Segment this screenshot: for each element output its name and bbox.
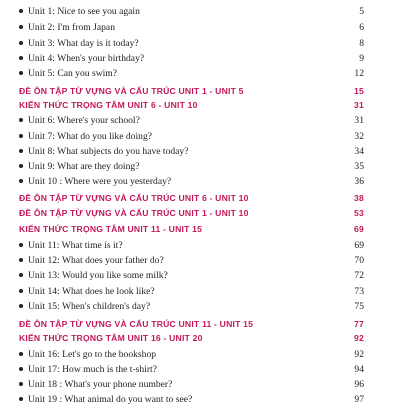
- entry-title: Unit 6: Where's your school?: [28, 115, 140, 126]
- bullet-icon: [19, 56, 23, 60]
- entry-page: 75: [354, 301, 364, 312]
- toc-entry-unit: [0, 36, 400, 51]
- entry-page: 94: [354, 364, 364, 375]
- toc-entry-unit: [0, 299, 400, 314]
- toc-entry-unit: [0, 4, 400, 19]
- entry-page: 32: [354, 131, 364, 142]
- bullet-icon: [19, 367, 23, 371]
- entry-page: 72: [354, 270, 364, 281]
- toc-entry-unit: [0, 284, 400, 299]
- entry-title: Unit 12: What does your father do?: [28, 255, 164, 266]
- entry-page: 96: [354, 379, 364, 390]
- entry-title: Unit 4: When's your birthday?: [28, 53, 145, 64]
- entry-title: Unit 3: What day is it today?: [28, 38, 139, 49]
- toc-entry-section: [0, 331, 400, 346]
- bullet-icon: [19, 382, 23, 386]
- entry-page: 8: [359, 38, 364, 49]
- section-page: 15: [354, 86, 364, 96]
- entry-title: Unit 2: I'm from Japan: [28, 22, 115, 33]
- bullet-icon: [19, 289, 23, 293]
- entry-title: Unit 10 : Where were you yesterday?: [28, 176, 172, 187]
- toc-entry-unit: [0, 268, 400, 283]
- bullet-icon: [19, 118, 23, 122]
- bullet-icon: [19, 397, 23, 401]
- entry-title: Unit 18 : What's your phone number?: [28, 379, 173, 390]
- toc-entry-unit: [0, 129, 400, 144]
- section-page: 77: [354, 319, 364, 329]
- entry-page: 69: [354, 240, 364, 251]
- entry-page: 31: [354, 115, 364, 126]
- entry-title: Unit 15: When's children's day?: [28, 301, 151, 312]
- bullet-icon: [19, 352, 23, 356]
- section-title: KIẾN THỨC TRỌNG TÂM UNIT 16 - UNIT 20: [19, 333, 203, 343]
- entry-page: 92: [354, 349, 364, 360]
- toc-entry-unit: [0, 377, 400, 392]
- bullet-icon: [19, 273, 23, 277]
- section-page: 92: [354, 333, 364, 343]
- section-title: ĐỀ ÔN TẬP TỪ VỰNG VÀ CẤU TRÚC UNIT 1 - UNIT 5: [19, 86, 244, 96]
- bullet-icon: [19, 9, 23, 13]
- entry-title: Unit 9: What are they doing?: [28, 161, 140, 172]
- toc-entry-unit: [0, 20, 400, 35]
- bullet-icon: [19, 71, 23, 75]
- bullet-icon: [19, 25, 23, 29]
- bullet-icon: [19, 134, 23, 138]
- toc-entry-unit: [0, 51, 400, 66]
- section-page: 69: [354, 224, 364, 234]
- entry-page: 9: [359, 53, 364, 64]
- section-title: KIẾN THỨC TRỌNG TÂM UNIT 6 - UNIT 10: [19, 100, 198, 110]
- toc-entry-unit: [0, 238, 400, 253]
- toc-entry-unit: [0, 362, 400, 377]
- toc-entry-unit: [0, 66, 400, 81]
- entry-title: Unit 16: Let's go to the bookshop: [28, 349, 157, 360]
- entry-title: Unit 5: Can you swim?: [28, 68, 118, 79]
- entry-page: 12: [354, 68, 364, 79]
- bullet-icon: [19, 258, 23, 262]
- entry-page: 70: [354, 255, 364, 266]
- bullet-icon: [19, 243, 23, 247]
- entry-title: Unit 11: What time is it?: [28, 240, 123, 251]
- section-page: 31: [354, 100, 364, 110]
- bullet-icon: [19, 41, 23, 45]
- toc-entry-section: [0, 222, 400, 237]
- toc-entry-section: [0, 191, 400, 206]
- entry-page: 35: [354, 161, 364, 172]
- toc-entry-unit: [0, 144, 400, 159]
- section-title: ĐỀ ÔN TẬP TỪ VỰNG VÀ CẤU TRÚC UNIT 6 - UNIT 10: [19, 193, 249, 203]
- entry-title: Unit 1: Nice to see you again: [28, 6, 140, 17]
- entry-page: 6: [359, 22, 364, 33]
- entry-title: Unit 19 : What animal do you want to see?: [28, 394, 193, 405]
- entry-title: Unit 8: What subjects do you have today?: [28, 146, 189, 157]
- entry-page: 5: [359, 6, 364, 17]
- entry-title: Unit 17: How much is the t-shirt?: [28, 364, 157, 375]
- section-page: 38: [354, 193, 364, 203]
- entry-title: Unit 14: What does he look like?: [28, 286, 155, 297]
- entry-page: 34: [354, 146, 364, 157]
- section-title: KIẾN THỨC TRỌNG TÂM UNIT 11 - UNIT 15: [19, 224, 203, 234]
- toc-entry-section: [0, 317, 400, 332]
- toc-entry-section: [0, 84, 400, 99]
- section-page: 53: [354, 208, 364, 218]
- toc-entry-unit: [0, 174, 400, 189]
- entry-page: 36: [354, 176, 364, 187]
- bullet-icon: [19, 149, 23, 153]
- toc-entry-unit: [0, 159, 400, 174]
- entry-page: 73: [354, 286, 364, 297]
- bullet-icon: [19, 164, 23, 168]
- toc-entry-section: [0, 98, 400, 113]
- section-title: ĐỀ ÔN TẬP TỪ VỰNG VÀ CẤU TRÚC UNIT 11 - UNIT 15: [19, 319, 254, 329]
- section-title: ĐỀ ÔN TẬP TỪ VỰNG VÀ CẤU TRÚC UNIT 1 - UNIT 10: [19, 208, 249, 218]
- entry-title: Unit 13: Would you like some milk?: [28, 270, 168, 281]
- entry-page: 97: [354, 394, 364, 405]
- toc-entry-unit: [0, 113, 400, 128]
- toc-entry-section: [0, 206, 400, 221]
- bullet-icon: [19, 179, 23, 183]
- bullet-icon: [19, 304, 23, 308]
- toc-entry-unit: [0, 253, 400, 268]
- toc-entry-unit: [0, 347, 400, 362]
- entry-title: Unit 7: What do you like doing?: [28, 131, 152, 142]
